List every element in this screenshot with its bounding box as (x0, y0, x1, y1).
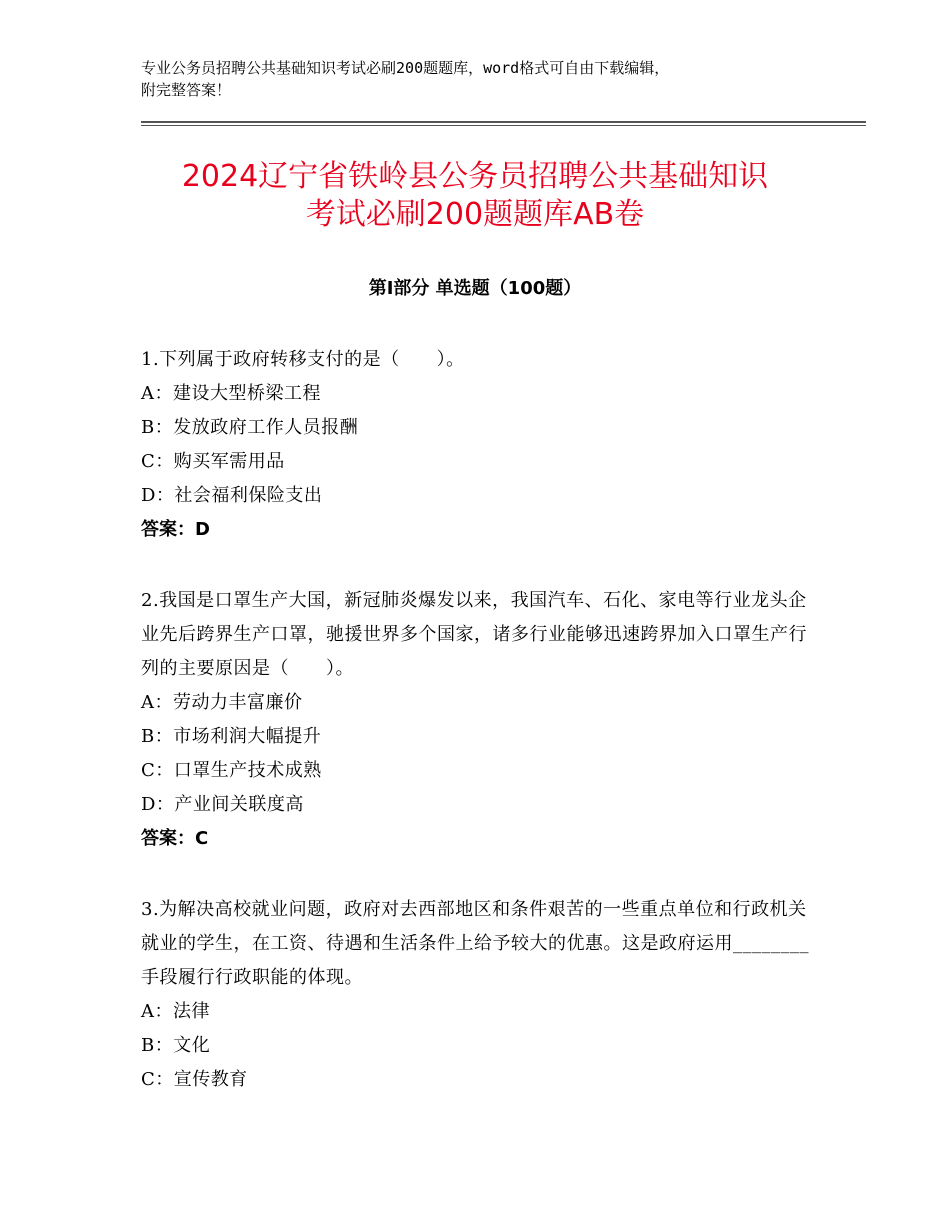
option-d: D：社会福利保险支出 (141, 485, 323, 506)
document-title (100, 158, 850, 234)
option-a: A：建设大型桥梁工程 (141, 383, 321, 404)
question-1 (141, 343, 811, 547)
answer: 答案：D (141, 519, 210, 540)
question-stem: 1.下列属于政府转移支付的是（ ）。 (141, 349, 465, 370)
option-b: B：文化 (141, 1035, 211, 1056)
header-divider-thin (141, 125, 866, 126)
document-title-line-1: 2024辽宁省铁岭县公务员招聘公共基础知识 (181, 159, 769, 194)
document-title-line-2: 考试必刷200题题库AB卷 (305, 197, 645, 232)
header-note (141, 57, 821, 101)
option-b: B：发放政府工作人员报酬 (141, 417, 359, 438)
option-a: A：劳动力丰富廉价 (141, 692, 303, 713)
header-note-line-2: 附完整答案！ (141, 81, 232, 99)
header-note-line-1: 专业公务员招聘公共基础知识考试必刷200题题库，word格式可自由下载编辑， (141, 59, 670, 77)
option-c: C：口罩生产技术成熟 (141, 760, 322, 781)
option-d: D：产业间关联度高 (141, 794, 304, 815)
option-c: C：购买军需用品 (141, 451, 285, 472)
question-stem: 2.我国是口罩生产大国，新冠肺炎爆发以来，我国汽车、石化、家电等行业龙头企业先后跨界生产口罩，驰援世界多个国家，诸多行业能够迅速跨界加入口罩生产行列的主要原因是（ ）。 (141, 590, 807, 679)
option-a: A：法律 (141, 1001, 210, 1022)
question-3 (141, 893, 811, 1097)
option-c: C：宣传教育 (141, 1069, 248, 1090)
question-list (141, 343, 811, 1134)
question-2 (141, 584, 811, 856)
answer: 答案：C (141, 828, 209, 849)
option-b: B：市场利润大幅提升 (141, 726, 322, 747)
question-stem: 3.为解决高校就业问题，政府对去西部地区和条件艰苦的一些重点单位和行政机关就业的学生，在工资、待遇和生活条件上给予较大的优惠。这是政府运用________手段履行行政职能的体现。 (141, 899, 809, 988)
header-divider-thick (141, 121, 866, 123)
section-heading: 第Ⅰ部分 单选题（100题） (368, 278, 582, 299)
